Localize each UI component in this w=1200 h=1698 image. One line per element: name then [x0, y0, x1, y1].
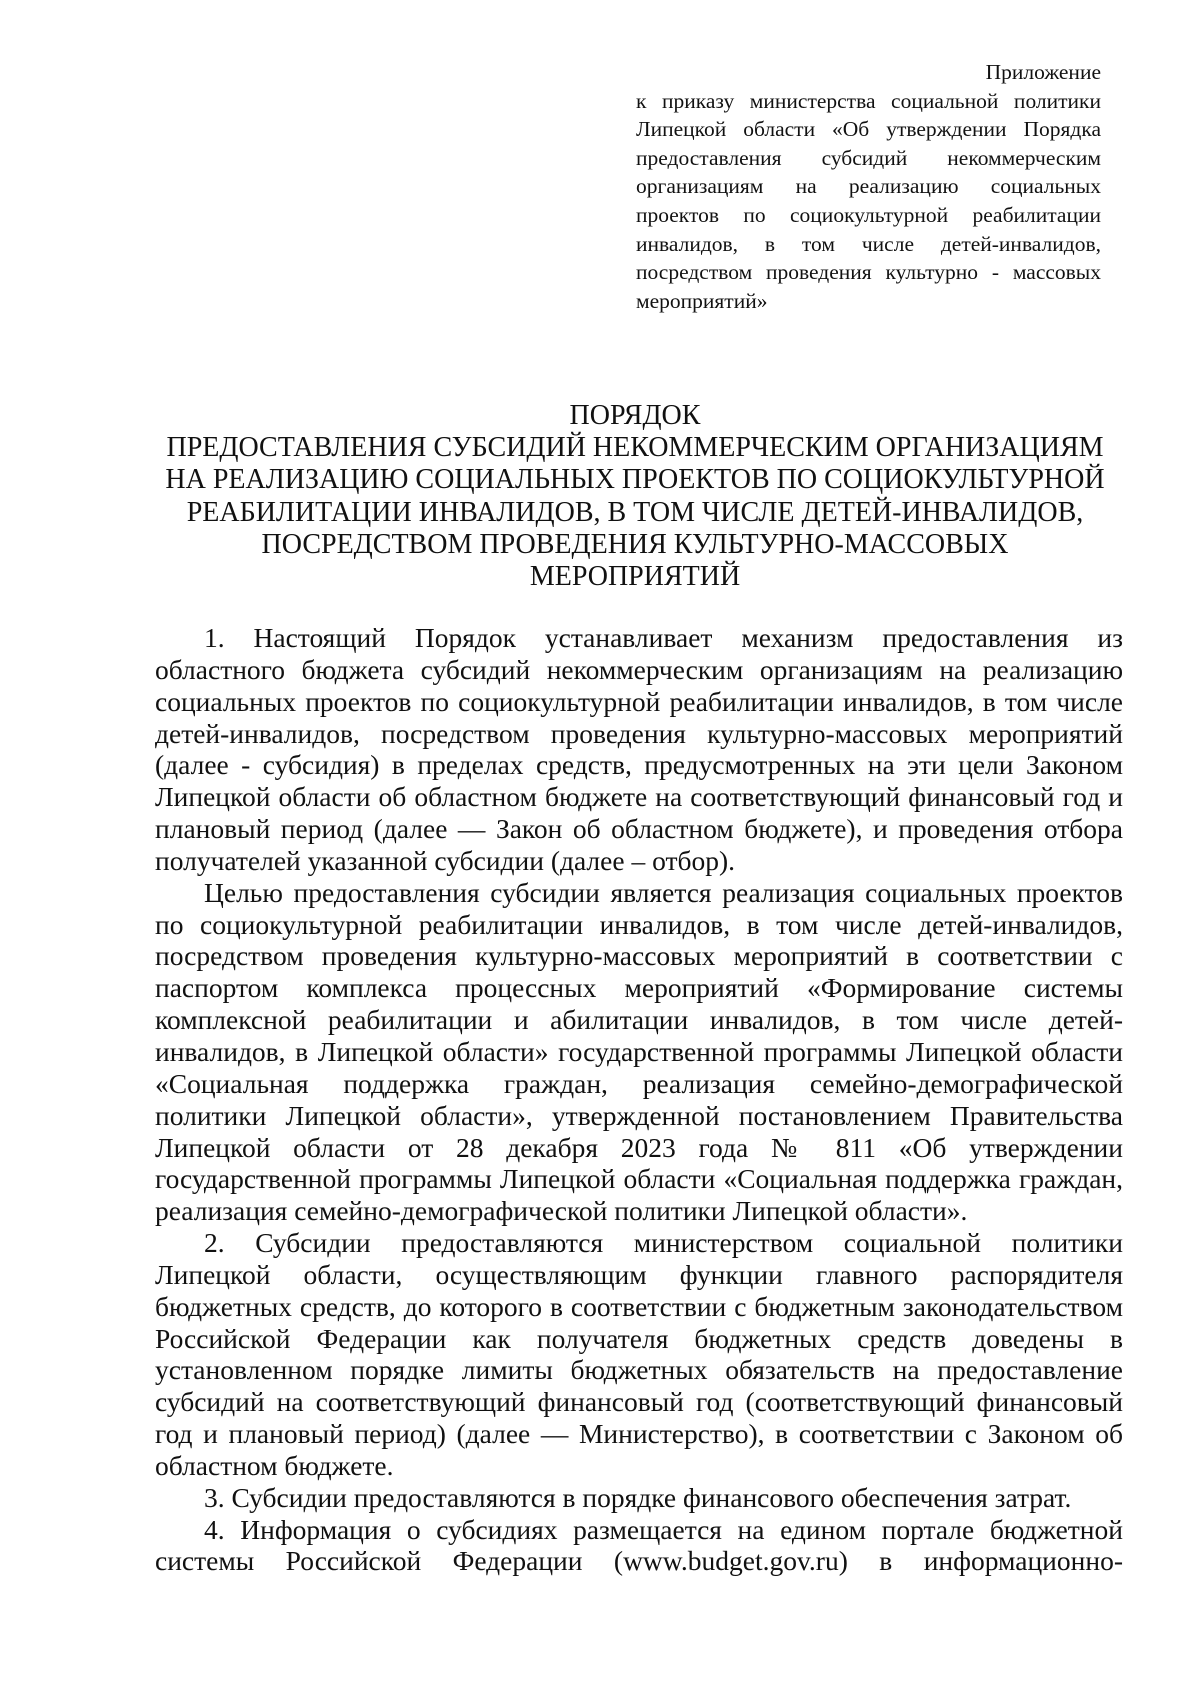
paragraph-1: 1. Настоящий Порядок устанавливает механизм предоставления из областного бюджета субсидий некоммерческим организациям на реализацию социальных проектов по социокультурной реабилитации инвалидов, в том числе детей-инвалидов, посредством проведения культурно-массовых мероприятий (далее - субсидия) в пределах средств, предусмотренных на эти цели Законом Липецкой области об областном бюджете на соответствующий финансовый год и плановый период (далее — Закон об областном бюджете), и проведения отбора получателей указанной субсидии (далее – отбор). — [155, 622, 1123, 876]
document-title — [140, 400, 1130, 593]
title-line: НА РЕАЛИЗАЦИЮ СОЦИАЛЬНЫХ ПРОЕКТОВ ПО СОЦИОКУЛЬТУРНОЙ — [165, 464, 1105, 496]
paragraph-3: 3. Субсидии предоставляются в порядке финансового обеспечения затрат. — [204, 1481, 1072, 1513]
paragraph-4: 4. Информация о субсидиях размещается на едином портале бюджетной системы Российской Федерации (www.budget.gov.ru) в информационно- — [155, 1513, 1123, 1577]
title-line: ПОРЯДОК — [569, 400, 701, 431]
paragraph-goal: Целью предоставления субсидии является реализация социальных проектов по социокультурной реабилитации инвалидов, в том числе детей-инвалидов, посредством проведения культурно-массовых мероприятий в соответствии с паспортом комплекса процессных мероприятий «Формирование системы комплексной реабилитации и абилитации инвалидов, в том числе детей-инвалидов, в Липецкой области» государственной программы Липецкой области «Социальная поддержка граждан, реализация семейно-демографической политики Липецкой области», утвержденной постановлением Правительства Липецкой области от 28 декабря 2023 года № 811 «Об утверждении государственной программы Липецкой области «Социальная поддержка граждан, реализация семейно-демографической политики Липецкой области». — [155, 876, 1123, 1227]
title-line: МЕРОПРИЯТИЙ — [529, 561, 741, 593]
appendix-block — [636, 58, 1101, 315]
title-line: ПОСРЕДСТВОМ ПРОВЕДЕНИЯ КУЛЬТУРНО-МАССОВЫХ — [261, 528, 1009, 560]
appendix-text: к приказу министерства социальной политики Липецкой области «Об утверждении Порядка предоставления субсидий некоммерческим организациям на реализацию социальных проектов по социокультурной реабилитации инвалидов, в том числе детей-инвалидов, посредством проведения культурно - массовых мероприятий» — [636, 88, 1101, 313]
appendix-label: Приложение — [985, 60, 1101, 84]
title-line: РЕАБИЛИТАЦИИ ИНВАЛИДОВ, В ТОМ ЧИСЛЕ ДЕТЕЙ-ИНВАЛИДОВ, — [186, 496, 1084, 528]
title-line: ПРЕДОСТАВЛЕНИЯ СУБСИДИЙ НЕКОММЕРЧЕСКИМ ОРГАНИЗАЦИЯМ — [166, 432, 1104, 464]
document-body — [155, 622, 1123, 1577]
paragraph-2: 2. Субсидии предоставляются министерством социальной политики Липецкой области, осуществляющим функции главного распорядителя бюджетных средств, до которого в соответствии с бюджетным законодательством Российской Федерации как получателя бюджетных средств доведены в установленном порядке лимиты бюджетных обязательств на предоставление субсидий на соответствующий финансовый год (соответствующий финансовый год и плановый период) (далее — Министерство), в соответствии с Законом об областном бюджете. — [155, 1227, 1123, 1481]
